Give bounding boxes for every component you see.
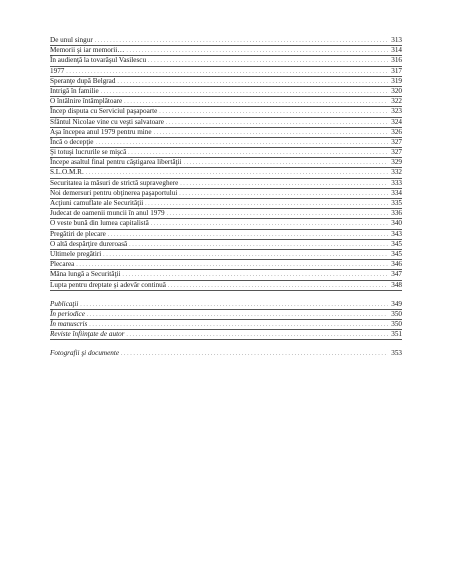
toc-entry-title: Sfântul Nicolae vine cu veşti salvatoare — [50, 117, 164, 126]
toc-entry-title: Ultimele pregătiri — [50, 249, 102, 258]
toc-entry-page: 346 — [391, 260, 402, 269]
toc-entry[interactable] — [50, 260, 402, 270]
toc-entry-title: Memorii şi iar memorii… — [50, 46, 125, 55]
leader-dots — [122, 270, 388, 280]
toc-entry-title: 1977 — [50, 66, 65, 75]
toc-entry[interactable] — [50, 281, 402, 291]
toc-entry[interactable] — [50, 87, 402, 97]
section-gap — [50, 291, 402, 300]
toc-entry-title: Şi totuşi lucrurile se mişcă — [50, 148, 127, 157]
toc-entry-title: Începe asaltul final pentru câştigarea libertăţii — [50, 158, 182, 167]
toc-entry-page: 343 — [391, 229, 402, 238]
leader-dots — [124, 97, 388, 107]
leader-dots — [148, 56, 388, 66]
table-of-contents — [50, 36, 402, 359]
leader-dots — [121, 349, 388, 359]
toc-entry[interactable] — [50, 270, 402, 280]
leader-dots — [129, 240, 388, 250]
toc-entry-title: Publicaţii — [50, 299, 79, 308]
toc-entry-page: 347 — [391, 270, 402, 279]
toc-entry[interactable] — [50, 240, 402, 250]
toc-entry-title: Încep disputa cu Serviciul paşapoarte — [50, 107, 158, 116]
toc-entry-page: 322 — [391, 97, 402, 106]
toc-entry-title: Securitatea ia măsuri de strictă supraveghere — [50, 178, 179, 187]
toc-entry-title: O întâlnire întâmplătoare — [50, 97, 123, 106]
toc-entry[interactable] — [50, 300, 402, 310]
chapter-list — [50, 36, 402, 291]
toc-entry-title: În audienţă la tovarăşul Vasilescu — [50, 56, 147, 65]
leader-dots — [66, 67, 388, 77]
toc-entry[interactable] — [50, 36, 402, 46]
toc-entry-page: 340 — [391, 219, 402, 228]
leader-dots — [145, 199, 388, 209]
toc-entry[interactable] — [50, 320, 402, 330]
toc-entry[interactable] — [50, 330, 402, 340]
toc-entry[interactable] — [50, 168, 402, 178]
leader-dots — [86, 168, 388, 178]
leader-dots — [80, 300, 388, 310]
toc-entry-page: 327 — [391, 148, 402, 157]
leader-dots — [128, 148, 388, 158]
toc-entry-page: 320 — [391, 86, 402, 95]
toc-entry[interactable] — [50, 56, 402, 66]
toc-entry-page: 314 — [391, 46, 402, 55]
leader-dots — [159, 107, 388, 117]
toc-entry-title: Acţiuni camuflate ale Securităţii — [50, 199, 144, 207]
toc-entry[interactable] — [50, 148, 402, 158]
toc-entry[interactable] — [50, 219, 402, 229]
toc-entry[interactable] — [50, 67, 402, 77]
toc-entry-page: 323 — [391, 107, 402, 116]
toc-entry-title: În periodice — [50, 309, 85, 318]
toc-entry[interactable] — [50, 107, 402, 117]
toc-entry-title: Aşa începea anul 1979 pentru mine — [50, 127, 152, 136]
toc-entry-title: De unul singur — [50, 36, 93, 44]
toc-entry-page: 336 — [391, 209, 402, 218]
leader-dots — [87, 310, 388, 320]
toc-entry-page: 349 — [391, 299, 402, 308]
toc-entry[interactable] — [50, 209, 402, 219]
toc-entry-title: Încă o decepţie — [50, 137, 94, 146]
leader-dots — [89, 320, 388, 330]
toc-entry[interactable] — [50, 158, 402, 168]
toc-entry[interactable] — [50, 118, 402, 128]
leader-dots — [179, 189, 388, 199]
toc-entry-title: Noi demersuri pentru obţinerea paşaportului — [50, 188, 178, 197]
toc-entry-title: Pregătiri de plecare — [50, 229, 106, 238]
leader-dots — [95, 36, 388, 46]
toc-entry-page: 317 — [391, 66, 402, 75]
leader-dots — [184, 158, 388, 168]
toc-entry-page: 319 — [391, 76, 402, 85]
toc-entry-photos[interactable] — [50, 349, 402, 358]
toc-entry-page: 335 — [391, 199, 402, 207]
toc-entry[interactable] — [50, 250, 402, 260]
leader-dots — [180, 179, 388, 189]
toc-entry-page: 327 — [391, 137, 402, 146]
toc-entry[interactable] — [50, 199, 402, 209]
toc-entry-title: Plecarea — [50, 260, 75, 269]
toc-entry-page: 350 — [391, 320, 402, 329]
toc-entry-page: 350 — [391, 309, 402, 318]
toc-entry-page: 345 — [391, 239, 402, 248]
toc-entry[interactable] — [50, 77, 402, 87]
toc-entry-page: 326 — [391, 127, 402, 136]
toc-entry[interactable] — [50, 230, 402, 240]
leader-dots — [96, 138, 389, 148]
toc-entry-title: Mâna lungă a Securităţii — [50, 270, 121, 279]
toc-entry[interactable] — [50, 138, 402, 148]
toc-entry-title: Lupta pentru dreptate şi adevăr continuă — [50, 280, 166, 289]
toc-entry-page: 348 — [391, 280, 402, 289]
leader-dots — [167, 209, 388, 219]
toc-entry-page: 345 — [391, 249, 402, 258]
toc-entry-title: O veste bună din lumea capitalistă — [50, 219, 149, 228]
toc-entry-title: S.L.O.M.R. — [50, 168, 84, 177]
leader-dots — [101, 87, 388, 97]
leader-dots — [117, 77, 388, 87]
leader-dots — [154, 128, 388, 138]
toc-entry[interactable] — [50, 179, 402, 189]
toc-entry[interactable] — [50, 189, 402, 199]
leader-dots — [168, 281, 388, 291]
leader-dots — [151, 219, 388, 229]
toc-entry-page: 329 — [391, 158, 402, 167]
toc-entry-title: Reviste înfiinţate de autor — [50, 330, 125, 339]
toc-entry-title: În manuscris — [50, 320, 88, 329]
toc-entry[interactable] — [50, 128, 402, 138]
toc-entry-page: 332 — [391, 168, 402, 177]
leader-dots — [76, 260, 388, 270]
toc-entry[interactable] — [50, 310, 402, 320]
toc-entry-page: 353 — [391, 349, 402, 358]
toc-entry[interactable] — [50, 97, 402, 107]
toc-entry[interactable] — [50, 46, 402, 56]
toc-entry-title: Intrigă în familie — [50, 86, 99, 95]
toc-entry-title: O altă despărţire dureroasă — [50, 239, 128, 248]
toc-entry-page: 334 — [391, 188, 402, 197]
toc-entry-page: 324 — [391, 117, 402, 126]
toc-entry-page: 333 — [391, 178, 402, 187]
toc-entry-page: 316 — [391, 56, 402, 65]
toc-entry-title: Fotografii şi documente — [50, 349, 120, 358]
leader-dots — [166, 118, 388, 128]
leader-dots — [126, 46, 388, 56]
toc-entry-title: Speranţe după Belgrad — [50, 76, 116, 85]
appendix-list — [50, 300, 402, 341]
toc-entry-page: 313 — [391, 36, 402, 44]
leader-dots — [103, 250, 388, 260]
leader-dots — [108, 230, 388, 240]
toc-entry-title: Judecat de oamenii muncii în anul 1979 — [50, 209, 165, 218]
leader-dots — [126, 330, 388, 340]
toc-entry-page: 351 — [391, 330, 402, 339]
section-gap — [50, 340, 402, 349]
